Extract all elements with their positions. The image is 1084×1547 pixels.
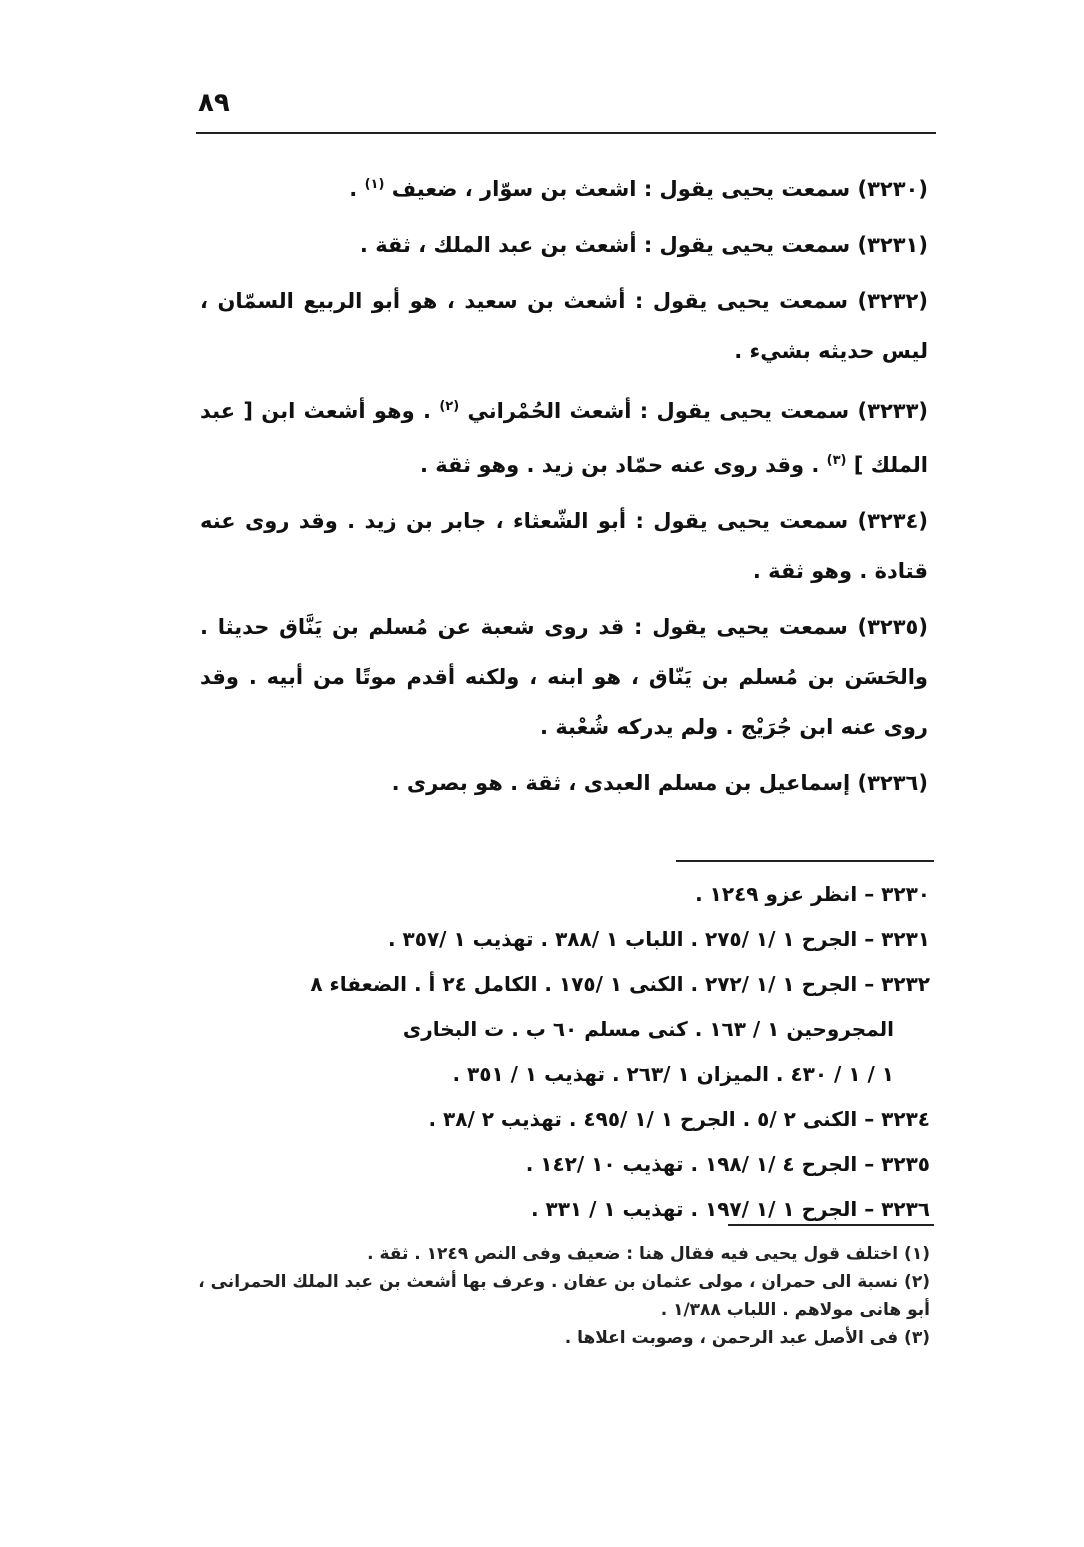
footnotes — [196, 1240, 930, 1352]
entry-text: (٣٢٣٣) سمعت يحيى يقول : أشعث الحُمْراني — [467, 399, 929, 423]
reference-line: ٣٢٣٥ – الجرح ٤ /١ /١٩٨ . تهذيب ١٠ /١٤٢ . — [525, 1152, 930, 1176]
entry-3234: (٣٢٣٤) سمعت يحيى يقول : أبو الشّعثاء ، جابر بن زيد . وقد روى عنه قتادة . وهو ثقة . — [200, 509, 928, 583]
footnote-3: (٣) فى الأصل عبد الرحمن ، وصوبت اعلاها . — [564, 1328, 930, 1348]
main-text — [200, 160, 928, 814]
reference-line: ٣٢٣٤ – الكنى ٢ /٥ . الجرح ١ /١ /٤٩٥ . تهذيب ٢ /٣٨ . — [428, 1107, 930, 1131]
entry-3235: (٣٢٣٥) سمعت يحيى يقول : قد روى شعبة عن مُسلم بن يَنَّاق حديثا . والحَسَن بن مُسلم بن يَنّاق ، هو ابنه ، ولكنه أقدم موتًا من أبيه . وقد روى عنه ابن جُرَيْج . ولم يدركه شُعْبة . — [200, 615, 928, 739]
reference-line: المجروحين ١ / ١٦٣ . كنى مسلم ٦٠ ب . ت البخارى — [402, 1017, 894, 1041]
footnote-marker: (٣) — [826, 453, 847, 468]
footnote-2: (٢) نسبة الى حمران ، مولى عثمان بن عفان . وعرف بها أشعث بن عبد الملك الحمرانى ، أبو هانى مولاهم . اللباب ١/٣٨٨ . — [198, 1272, 930, 1320]
references — [230, 872, 930, 1232]
footnote-marker: (١) — [364, 177, 385, 192]
header-rule — [196, 132, 936, 134]
footnote-marker: (٢) — [439, 399, 460, 414]
entry-3230: (٣٢٣٠) سمعت يحيى يقول : اشعث بن سوّار ، ضعيف $^{(١)}$ . — [349, 177, 928, 201]
footnote-1: (١) اختلف قول يحيى فيه فقال هنا : ضعيف وفى النص ١٢٤٩ . ثقة . — [367, 1244, 930, 1264]
entry-3231: (٣٢٣١) سمعت يحيى يقول : أشعث بن عبد الملك ، ثقة . — [359, 233, 928, 257]
reference-line: ٣٢٣١ – الجرح ١ /١ /٢٧٥ . اللباب ١ /٣٨٨ . تهذيب ١ /٣٥٧ . — [387, 927, 930, 951]
reference-line: ٣٢٣٠ – انظر عزو ١٢٤٩ . — [695, 882, 930, 906]
entry-3232: (٣٢٣٢) سمعت يحيى يقول : أشعث بن سعيد ، هو أبو الربيع السمّان ، ليس حديثه بشيء . — [200, 289, 928, 363]
reference-line: ٣٢٣٦ – الجرح ١ /١ /١٩٧ . تهذيب ١ / ٣٣١ . — [530, 1197, 930, 1221]
reference-line: ١ / ١ / ٤٣٠ . الميزان ١ /٢٦٣ . تهذيب ١ / ٣٥١ . — [452, 1062, 894, 1086]
entry-text: (٣٢٣٠) سمعت يحيى يقول : اشعث بن سوّار ، ضعيف — [391, 177, 928, 201]
entry-3236: (٣٢٣٦) إسماعيل بن مسلم العبدى ، ثقة . هو بصرى . — [391, 771, 928, 795]
entry-3233 — [200, 382, 928, 490]
reference-line: ٣٢٣٢ – الجرح ١ /١ /٢٧٢ . الكنى ١ /١٧٥ . الكامل ٢٤ أ . الضعفاء ٨ — [310, 972, 930, 996]
entry-text: . وهو أشعث ابن [ عبد الملك ] — [200, 399, 928, 477]
footnotes-rule — [728, 1224, 934, 1226]
page-number: ٨٩ — [198, 88, 230, 118]
references-rule — [676, 860, 934, 862]
entry-text: . وقد روى عنه حمّاد بن زيد . وهو ثقة . — [420, 453, 820, 477]
